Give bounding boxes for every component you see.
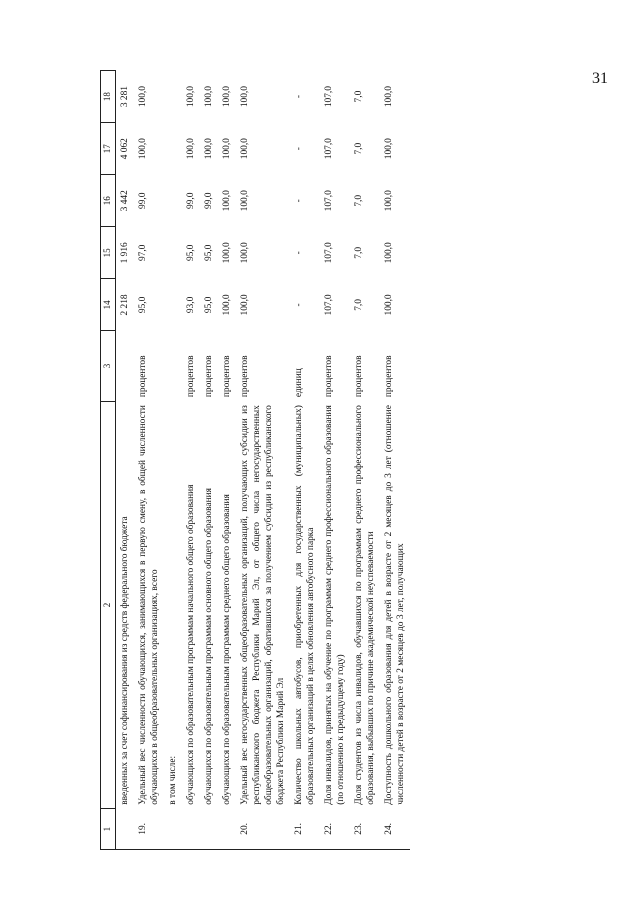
rotated-table-container bbox=[100, 70, 620, 850]
value-2016: 100,0 bbox=[384, 190, 395, 212]
value-2015: 1 916 bbox=[119, 242, 130, 264]
row-description: Удельный вес численности обучающихся, занимающихся в первую смену, в общей численности обучающихся в общеобразовательных организациях, всего bbox=[137, 405, 160, 805]
value-2014: 100,0 bbox=[221, 294, 232, 316]
value-2016: 3 442 bbox=[119, 190, 130, 212]
value-2016: 99,0 bbox=[137, 192, 148, 209]
row-number: 22. bbox=[320, 809, 350, 850]
value-2016: 99,0 bbox=[185, 192, 196, 209]
row-number: 21. bbox=[290, 809, 320, 850]
table-row bbox=[115, 71, 134, 850]
table-row bbox=[164, 71, 182, 850]
value-2017: 7,0 bbox=[353, 142, 364, 155]
value-2017: 107,0 bbox=[323, 138, 334, 160]
value-2018 bbox=[164, 71, 182, 123]
value-2018: 3 281 bbox=[119, 86, 130, 108]
row-description: обучающихся по образовательным программам среднего общего образования bbox=[221, 494, 232, 805]
table-row bbox=[380, 71, 410, 850]
value-2015: 107,0 bbox=[323, 242, 334, 264]
row-unit: единиц bbox=[293, 368, 304, 398]
value-2017 bbox=[164, 123, 182, 175]
row-unit bbox=[164, 331, 182, 401]
value-2015 bbox=[164, 227, 182, 279]
row-description: обучающихся по образовательным программам начального общего образования bbox=[185, 484, 196, 805]
row-unit: процентов bbox=[221, 355, 232, 398]
row-unit: процентов bbox=[353, 355, 364, 398]
row-unit: процентов bbox=[137, 355, 148, 398]
row-description: Количество школьных автобусов, приобретенных для государственных (муниципальных) образовательных организаций в целях обновления автобусного парка bbox=[293, 405, 316, 805]
value-2017: 100,0 bbox=[221, 138, 232, 160]
row-description: обучающихся по образовательным программам основного общего образования bbox=[203, 488, 214, 805]
value-2014: 93,0 bbox=[185, 296, 196, 314]
value-2017: 100,0 bbox=[137, 138, 148, 160]
page-number: 31 bbox=[592, 70, 608, 87]
row-number: 19. bbox=[134, 809, 164, 850]
value-2015: 97,0 bbox=[137, 244, 148, 262]
header-cell: 3 bbox=[101, 331, 116, 401]
value-2014: 7,0 bbox=[353, 299, 364, 311]
value-2015: 95,0 bbox=[203, 244, 214, 262]
value-2018: 100,0 bbox=[185, 86, 196, 108]
row-description: Доля студентов из числа инвалидов, обучавшихся по программам среднего профессионального образования, выбывших по причине академической неуспеваемости bbox=[353, 405, 377, 805]
table-row bbox=[182, 71, 200, 850]
value-2015: 95,0 bbox=[185, 244, 196, 262]
value-2016: 99,0 bbox=[203, 192, 214, 209]
row-unit: процентов bbox=[185, 355, 196, 398]
value-2017: 100,0 bbox=[203, 138, 214, 160]
value-2014: 100,0 bbox=[384, 294, 395, 316]
value-2017: 100,0 bbox=[239, 138, 250, 160]
row-unit: процентов bbox=[323, 355, 334, 398]
value-2018: 100,0 bbox=[221, 86, 232, 108]
table-row bbox=[236, 71, 290, 850]
header-cell: 16 bbox=[101, 175, 116, 227]
value-2014: 95,0 bbox=[203, 296, 214, 314]
row-number: 20. bbox=[236, 809, 290, 850]
value-2018: 100,0 bbox=[239, 86, 250, 108]
indicators-table bbox=[100, 70, 410, 850]
header-row bbox=[101, 71, 116, 850]
table-row bbox=[320, 71, 350, 850]
row-description: введенных за счет софинансирования из средств федерального бюджета bbox=[119, 516, 130, 805]
value-2016: 107,0 bbox=[323, 190, 334, 212]
value-2016 bbox=[164, 175, 182, 227]
row-description: Доля инвалидов, принятых на обучение по программам среднего профессионального образования (по отношению к предыдущему году) bbox=[323, 405, 346, 805]
row-description: Доступность дошкольного образования для детей в возрасте от 2 месяцев до 3 лет (отношение численности детей в возрасте от 2 месяцев до 3 лет, получающих bbox=[384, 405, 407, 805]
value-2018: 100,0 bbox=[384, 86, 395, 108]
table-row bbox=[290, 71, 320, 850]
header-cell: 17 bbox=[101, 123, 116, 175]
value-2014: - bbox=[293, 303, 304, 307]
row-number: 23. bbox=[350, 809, 380, 850]
header-cell: 14 bbox=[101, 279, 116, 331]
row-number bbox=[115, 809, 134, 850]
value-2014: 107,0 bbox=[323, 294, 334, 316]
row-number: 24. bbox=[380, 809, 410, 850]
table-row bbox=[200, 71, 218, 850]
value-2017: 100,0 bbox=[185, 138, 196, 160]
value-2018: 100,0 bbox=[203, 86, 214, 108]
header-cell: 2 bbox=[101, 401, 116, 809]
value-2018: 107,0 bbox=[323, 86, 334, 108]
table-row bbox=[218, 71, 236, 850]
row-number bbox=[164, 809, 182, 850]
value-2014: 95,0 bbox=[137, 296, 148, 314]
row-number bbox=[200, 809, 218, 850]
row-number bbox=[182, 809, 200, 850]
value-2014: 100,0 bbox=[239, 294, 250, 316]
table-row bbox=[350, 71, 380, 850]
value-2016: 100,0 bbox=[221, 190, 232, 212]
value-2018: 7,0 bbox=[353, 90, 364, 103]
value-2017: - bbox=[293, 147, 304, 151]
row-unit: процентов bbox=[203, 355, 214, 398]
value-2017: 4 062 bbox=[119, 138, 130, 160]
value-2015: 7,0 bbox=[353, 246, 364, 259]
row-unit bbox=[115, 331, 134, 401]
value-2014 bbox=[164, 279, 182, 331]
value-2018: 100,0 bbox=[137, 86, 148, 108]
value-2015: - bbox=[293, 251, 304, 255]
header-cell: 1 bbox=[101, 809, 116, 850]
table-row bbox=[134, 71, 164, 850]
row-unit: процентов bbox=[239, 355, 250, 398]
table-body bbox=[115, 71, 410, 850]
value-2016: 100,0 bbox=[239, 190, 250, 212]
value-2014: 2 218 bbox=[119, 294, 130, 316]
header-cell: 18 bbox=[101, 71, 116, 123]
value-2016: 7,0 bbox=[353, 194, 364, 207]
row-number bbox=[218, 809, 236, 850]
value-2016: - bbox=[293, 199, 304, 203]
value-2018: - bbox=[293, 95, 304, 99]
row-unit: процентов bbox=[384, 355, 395, 398]
row-description: Удельный вес негосударственных общеобразовательных организаций, получающих субсидии из республиканского бюджета Республики Марий Эл, от общего числа негосударственных общеобразовательных организаций, обратившихся за получением субсидии из республиканского бюджета Республики Марий Эл bbox=[239, 405, 286, 805]
value-2015: 100,0 bbox=[384, 242, 395, 264]
value-2015: 100,0 bbox=[221, 242, 232, 264]
value-2015: 100,0 bbox=[239, 242, 250, 264]
value-2017: 100,0 bbox=[384, 138, 395, 160]
row-description: в том числе: bbox=[167, 755, 178, 805]
header-cell: 15 bbox=[101, 227, 116, 279]
